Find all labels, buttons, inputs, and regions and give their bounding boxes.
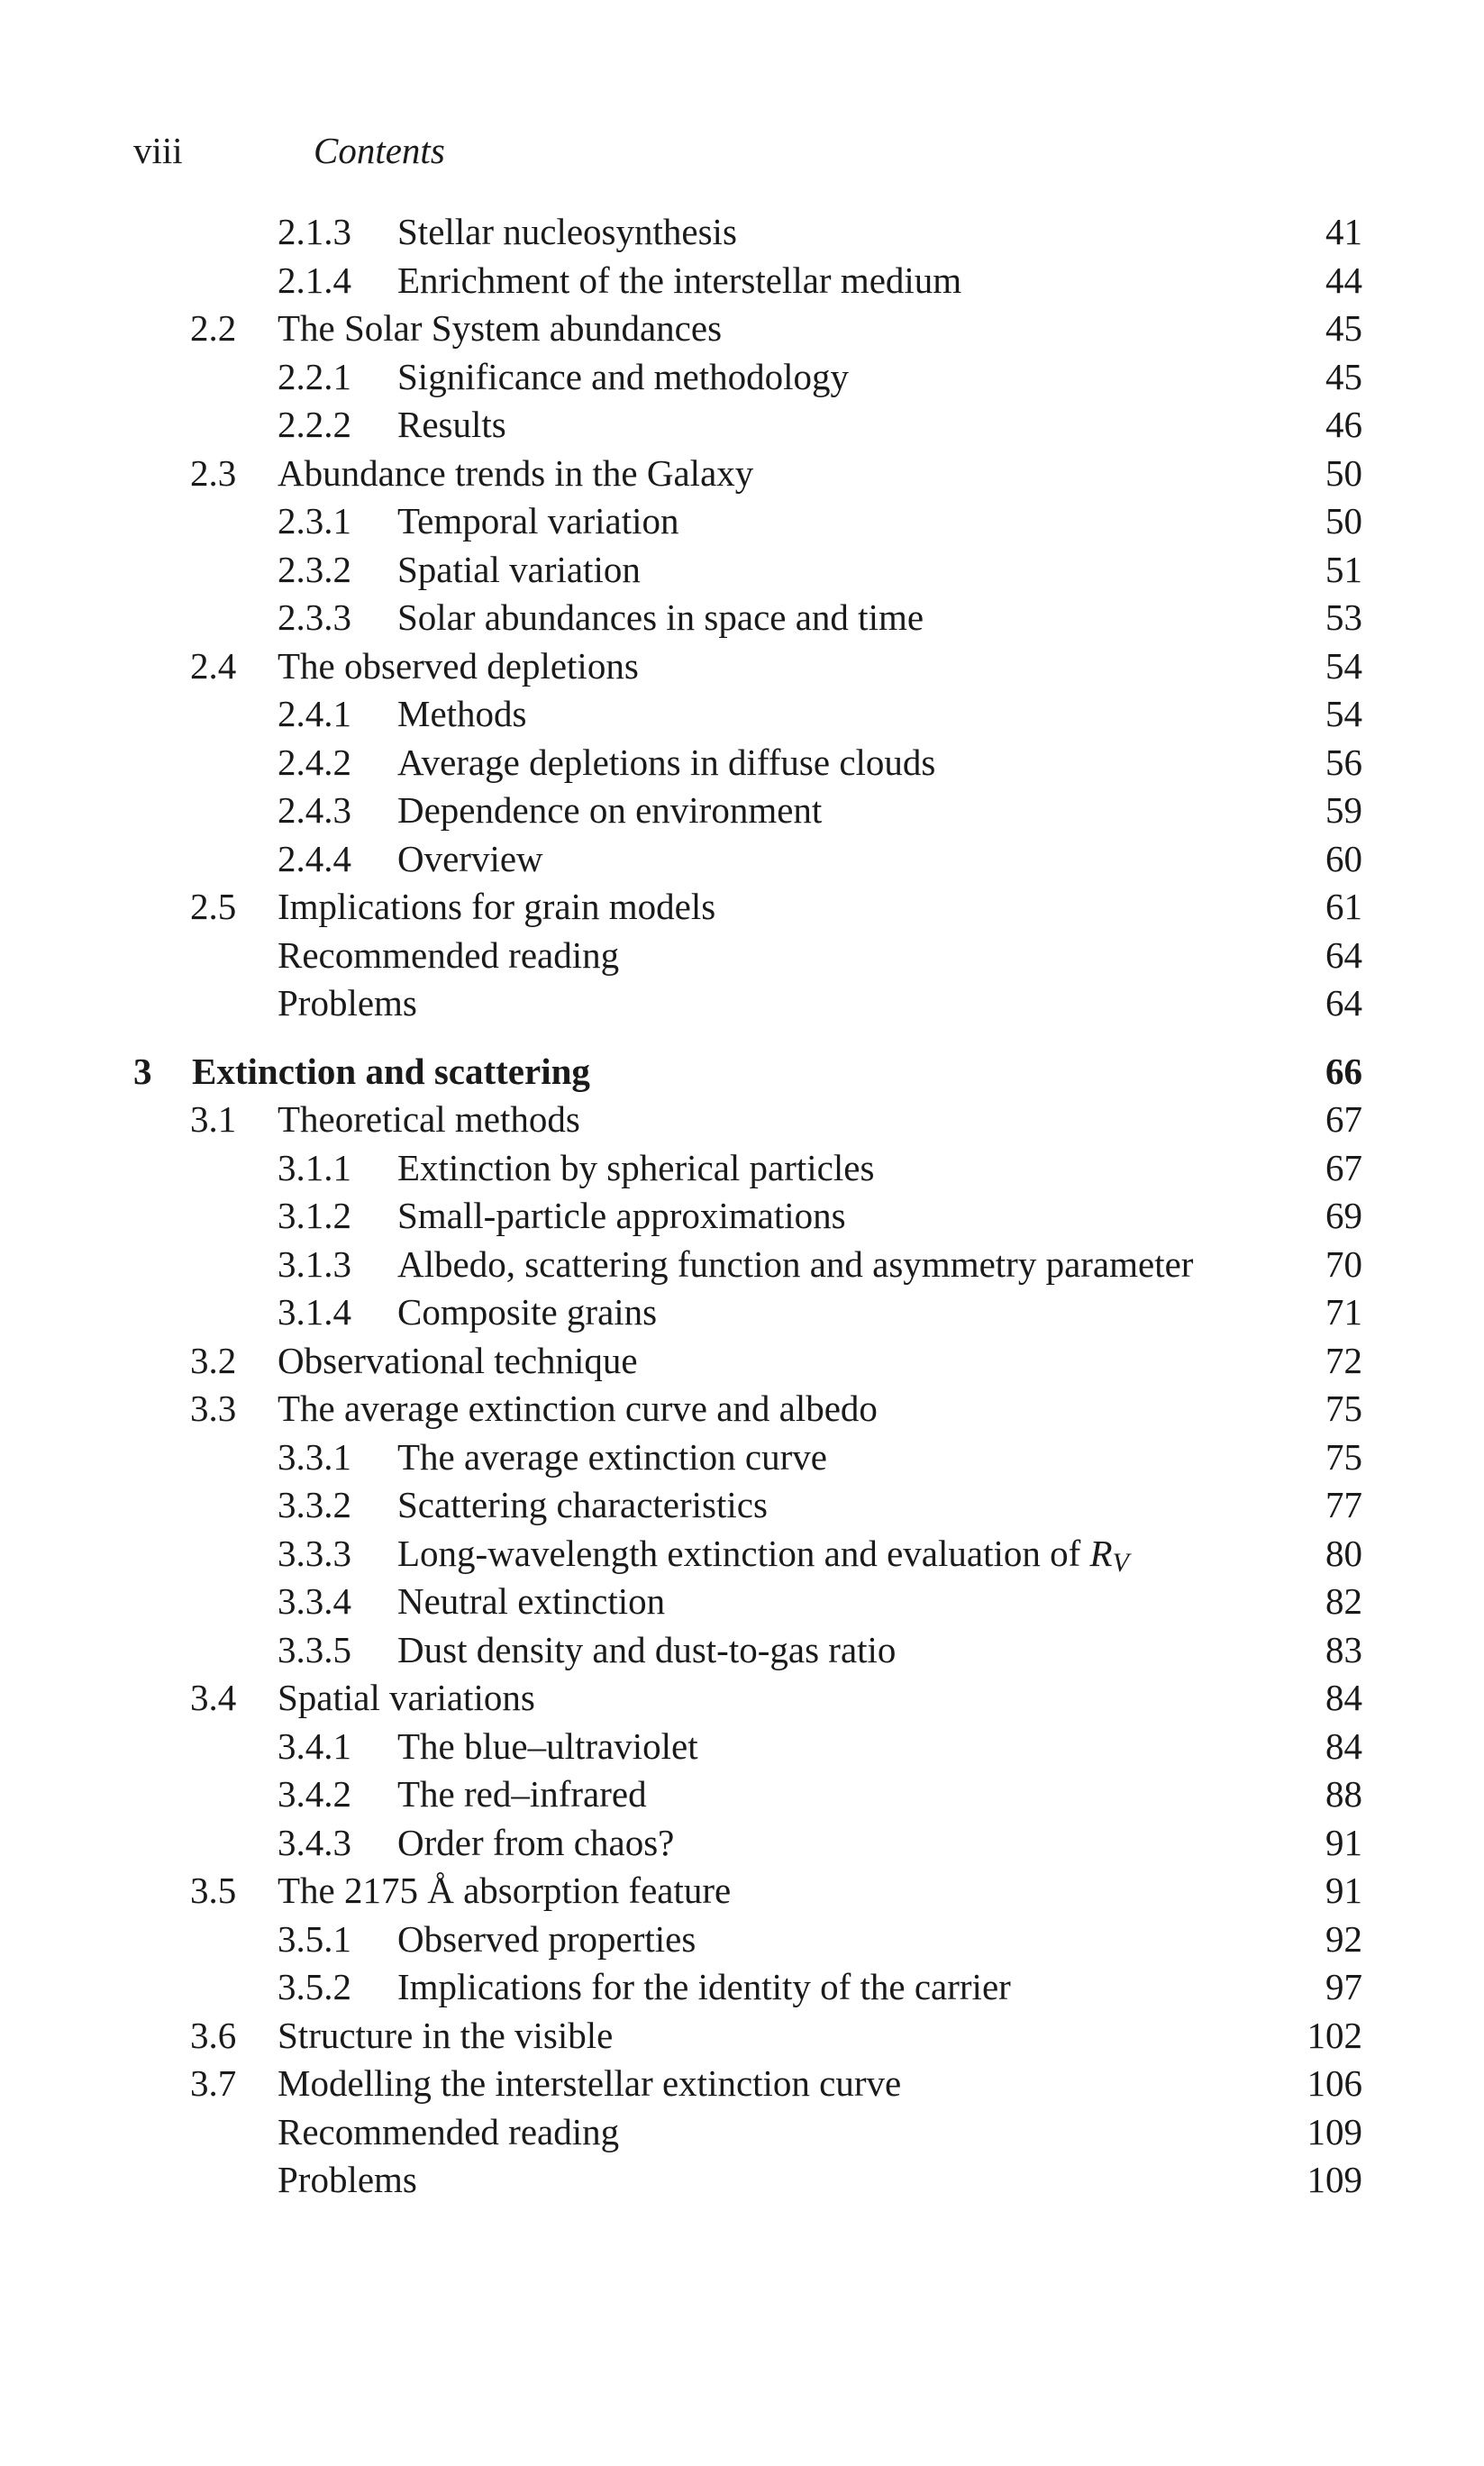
toc-entry-page: 70 [1325, 1242, 1362, 1285]
toc-entry-number: 3.5.2 [278, 1966, 351, 2007]
toc-entry[interactable] [0, 2156, 1484, 2205]
toc-entry[interactable] [0, 1241, 1484, 1289]
toc-entry[interactable] [0, 690, 1484, 739]
toc-entry[interactable] [0, 353, 1484, 402]
toc-entry-page: 69 [1325, 1195, 1362, 1236]
toc-entry-number: 2.4.2 [278, 741, 351, 783]
toc-entry-title: Enrichment of the interstellar medium [397, 259, 962, 301]
toc-entry-title: Recommended reading [278, 933, 620, 976]
toc-entry[interactable] [0, 787, 1484, 835]
toc-entry-title: Small-particle approximations [397, 1195, 846, 1236]
toc-entry-page: 54 [1325, 644, 1362, 687]
toc-entry-page: 72 [1325, 1339, 1362, 1381]
toc-entry-title: The average extinction curve and albedo [278, 1388, 878, 1429]
toc-entry-number: 3.1 [190, 1098, 237, 1140]
toc-entry-title: Problems [278, 2159, 417, 2200]
toc-entry-title: Solar abundances in space and time [397, 596, 924, 638]
toc-entry-title: Spatial variation [397, 548, 641, 590]
toc-entry[interactable] [0, 1433, 1484, 1482]
toc-entry-title: Order from chaos? [397, 1821, 675, 1863]
toc-entry[interactable] [0, 1578, 1484, 1626]
toc-entry[interactable] [0, 1915, 1484, 1964]
toc-entry[interactable] [0, 257, 1484, 305]
toc-entry-title: The Solar System abundances [278, 307, 723, 349]
toc-entry-number: 2.2.1 [278, 355, 351, 397]
toc-entry[interactable] [0, 883, 1484, 932]
toc-entry-title: Structure in the visible [278, 2014, 614, 2056]
toc-entry-title: Results [397, 404, 506, 445]
toc-entry-title: Abundance trends in the Galaxy [278, 451, 754, 494]
toc-entry-number: 3.1.1 [278, 1146, 351, 1188]
toc-entry-title: Theoretical methods [278, 1098, 580, 1140]
toc-entry-title: Significance and methodology [397, 355, 849, 397]
toc-entry-number: 3.1.2 [278, 1195, 351, 1236]
toc-entry-page: 67 [1325, 1146, 1362, 1188]
toc-entry[interactable] [0, 1867, 1484, 1915]
toc-entry[interactable] [0, 1819, 1484, 1868]
toc-entry-number: 2.1.3 [278, 211, 351, 252]
toc-entry[interactable] [0, 208, 1484, 257]
toc-entry-title: Composite grains [397, 1291, 658, 1333]
toc-entry[interactable] [0, 642, 1484, 691]
toc-entry-title: Dust density and dust-to-gas ratio [397, 1628, 897, 1670]
toc-entry-page: 41 [1325, 211, 1362, 252]
toc-section-chapter-2 [0, 208, 1484, 1028]
toc-entry-title: The average extinction curve [397, 1435, 827, 1478]
running-head [133, 129, 445, 172]
toc-entry-page: 91 [1325, 1870, 1362, 1911]
toc-entry-page: 102 [1306, 2014, 1362, 2056]
toc-entry-title: Methods [397, 693, 527, 734]
toc-entry-page: 45 [1325, 307, 1362, 349]
toc-entry-page: 77 [1325, 1484, 1362, 1525]
toc-entry-number: 3.3.5 [278, 1628, 351, 1670]
toc-chapter-number: 3 [133, 1050, 152, 1092]
toc-entry-page: 84 [1325, 1724, 1362, 1767]
toc-entry[interactable] [0, 1963, 1484, 2012]
toc-entry-number: 3.5 [190, 1870, 237, 1911]
toc-entry-number: 3.3 [190, 1388, 237, 1429]
toc-entry-page: 80 [1325, 1532, 1362, 1574]
toc-entry-page: 109 [1306, 2110, 1362, 2152]
toc-entry-title: Problems [278, 982, 417, 1024]
toc-entry-page: 64 [1325, 933, 1362, 976]
toc-entry-title: Spatial variations [278, 1677, 535, 1718]
toc-chapter-entry[interactable] [0, 1048, 1484, 1097]
toc-entry-page: 84 [1325, 1677, 1362, 1718]
toc-entry-page: 59 [1325, 789, 1362, 831]
toc-entry-number: 2.2 [190, 307, 237, 349]
toc-entry-title: Temporal variation [397, 500, 679, 541]
toc-entry-title: Scattering characteristics [397, 1484, 768, 1525]
rv-subscript: V [1112, 1547, 1129, 1578]
toc-entry-number: 2.5 [190, 886, 237, 927]
toc-entry[interactable] [0, 739, 1484, 787]
toc-entry-number: 3.3.2 [278, 1484, 351, 1525]
toc-entry-title-text: Long-wavelength extinction and evaluation of [397, 1532, 1081, 1574]
toc-entry-title: Recommended reading [278, 2110, 620, 2152]
toc-entry[interactable] [0, 401, 1484, 450]
toc-entry-number: 2.3.3 [278, 596, 351, 638]
toc-entry[interactable] [0, 546, 1484, 595]
toc-entry-title: The blue–ultraviolet [397, 1724, 698, 1767]
toc-entry-page: 91 [1325, 1821, 1362, 1863]
toc-entry-number: 2.3 [190, 451, 237, 494]
toc-entry-page: 106 [1306, 2062, 1362, 2104]
toc-entry-title: Modelling the interstellar extinction curve [278, 2062, 902, 2104]
toc-entry[interactable] [0, 1096, 1484, 1144]
toc-entry-page: 71 [1325, 1291, 1362, 1333]
toc-entry[interactable] [0, 835, 1484, 884]
toc-entry-number: 3.1.4 [278, 1291, 351, 1333]
toc-entry-title: Dependence on environment [397, 789, 823, 831]
toc-entry-number: 2.4.1 [278, 693, 351, 734]
toc-entry[interactable] [0, 497, 1484, 546]
rv-symbol: R [1089, 1532, 1113, 1574]
toc-entry-page: 83 [1325, 1628, 1362, 1670]
toc-entry-number: 3.4.3 [278, 1821, 351, 1863]
toc-entry-page: 56 [1325, 741, 1362, 783]
toc-entry-number: 3.5.1 [278, 1917, 351, 1960]
toc-entry-title: Overview [397, 837, 543, 879]
toc-entry-number: 3.3.4 [278, 1580, 351, 1622]
toc-entry-number: 3.6 [190, 2014, 237, 2056]
toc-chapter-page: 66 [1325, 1050, 1362, 1092]
toc-entry-number: 2.3.1 [278, 500, 351, 541]
toc-entry[interactable] [0, 2108, 1484, 2157]
toc-entry-title: The observed depletions [278, 644, 639, 687]
toc-entry-number: 2.1.4 [278, 259, 351, 301]
toc-entry[interactable] [0, 1626, 1484, 1675]
toc-entry[interactable] [0, 1770, 1484, 1819]
toc-entry-number: 3.3.3 [278, 1532, 351, 1574]
toc-entry-page: 67 [1325, 1098, 1362, 1140]
toc-entry-number: 3.7 [190, 2062, 237, 2104]
toc-entry-page: 46 [1325, 404, 1362, 445]
toc-entry-page: 97 [1325, 1966, 1362, 2007]
toc-entry-page: 53 [1325, 596, 1362, 638]
toc-entry-title: Observational technique [278, 1339, 638, 1381]
toc-entry[interactable] [0, 1530, 1484, 1579]
toc-section-chapter-3b [0, 1578, 1484, 2205]
toc-entry[interactable] [0, 305, 1484, 353]
toc-entry-title: Neutral extinction [397, 1580, 666, 1622]
toc-section-chapter-3a [0, 1096, 1484, 1530]
toc-entry[interactable] [0, 1144, 1484, 1193]
toc-entry-title: Extinction by spherical particles [397, 1146, 875, 1188]
toc-entry-number: 2.3.2 [278, 548, 351, 590]
toc-entry-page: 60 [1325, 837, 1362, 879]
toc-entry-page: 51 [1325, 548, 1362, 590]
toc-entry-number: 3.1.3 [278, 1242, 351, 1285]
toc-chapter-title: Extinction and scattering [192, 1050, 590, 1092]
toc-entry[interactable] [0, 1481, 1484, 1530]
toc-entry-page: 61 [1325, 886, 1362, 927]
running-title: Contents [314, 130, 445, 171]
toc-entry-page: 44 [1325, 259, 1362, 301]
toc-entry-page: 64 [1325, 982, 1362, 1024]
toc-entry[interactable] [0, 1674, 1484, 1723]
toc-entry-title: Implications for the identity of the carrier [397, 1966, 1011, 2007]
toc-entry-number: 2.2.2 [278, 404, 351, 445]
toc-entry[interactable] [0, 594, 1484, 642]
toc-entry-page: 50 [1325, 500, 1362, 541]
toc-entry-number: 3.4.2 [278, 1773, 351, 1815]
toc-entry[interactable] [0, 932, 1484, 980]
toc-entry[interactable] [0, 2060, 1484, 2108]
toc-entry-page: 109 [1306, 2159, 1362, 2200]
toc-entry[interactable] [0, 1385, 1484, 1433]
toc-entry[interactable] [0, 1192, 1484, 1241]
toc-entry-number: 3.3.1 [278, 1435, 351, 1478]
toc-entry[interactable] [0, 1723, 1484, 1771]
toc-entry-title: Implications for grain models [278, 886, 716, 927]
toc-entry[interactable] [0, 2012, 1484, 2061]
toc-entry-title: The red–infrared [397, 1773, 647, 1815]
toc-entry[interactable] [0, 979, 1484, 1028]
toc-entry-title: Observed properties [397, 1917, 696, 1960]
toc-entry-page: 88 [1325, 1773, 1362, 1815]
table-of-contents [0, 208, 1484, 2205]
toc-entry[interactable] [0, 450, 1484, 498]
toc-entry-page: 45 [1325, 355, 1362, 397]
toc-entry[interactable] [0, 1288, 1484, 1337]
toc-entry-page: 50 [1325, 451, 1362, 494]
toc-entry-title: The 2175 Å absorption feature [278, 1870, 732, 1911]
toc-entry[interactable] [0, 1337, 1484, 1386]
toc-entry-title: Average depletions in diffuse clouds [397, 741, 936, 783]
toc-entry-page: 75 [1325, 1388, 1362, 1429]
toc-entry-page: 54 [1325, 693, 1362, 734]
page-folio: viii [133, 130, 183, 171]
toc-entry-number: 2.4 [190, 644, 237, 687]
toc-entry-page: 75 [1325, 1435, 1362, 1478]
toc-entry-page: 92 [1325, 1917, 1362, 1960]
toc-entry-number: 3.4 [190, 1677, 237, 1718]
toc-entry-number: 2.4.3 [278, 789, 351, 831]
toc-entry-title: Stellar nucleosynthesis [397, 211, 737, 252]
toc-entry-number: 2.4.4 [278, 837, 351, 879]
toc-entry-number: 3.4.1 [278, 1724, 351, 1767]
toc-entry-page: 82 [1325, 1580, 1362, 1622]
toc-entry-number: 3.2 [190, 1339, 237, 1381]
toc-entry-title: Albedo, scattering function and asymmetry parameter [397, 1242, 1194, 1285]
